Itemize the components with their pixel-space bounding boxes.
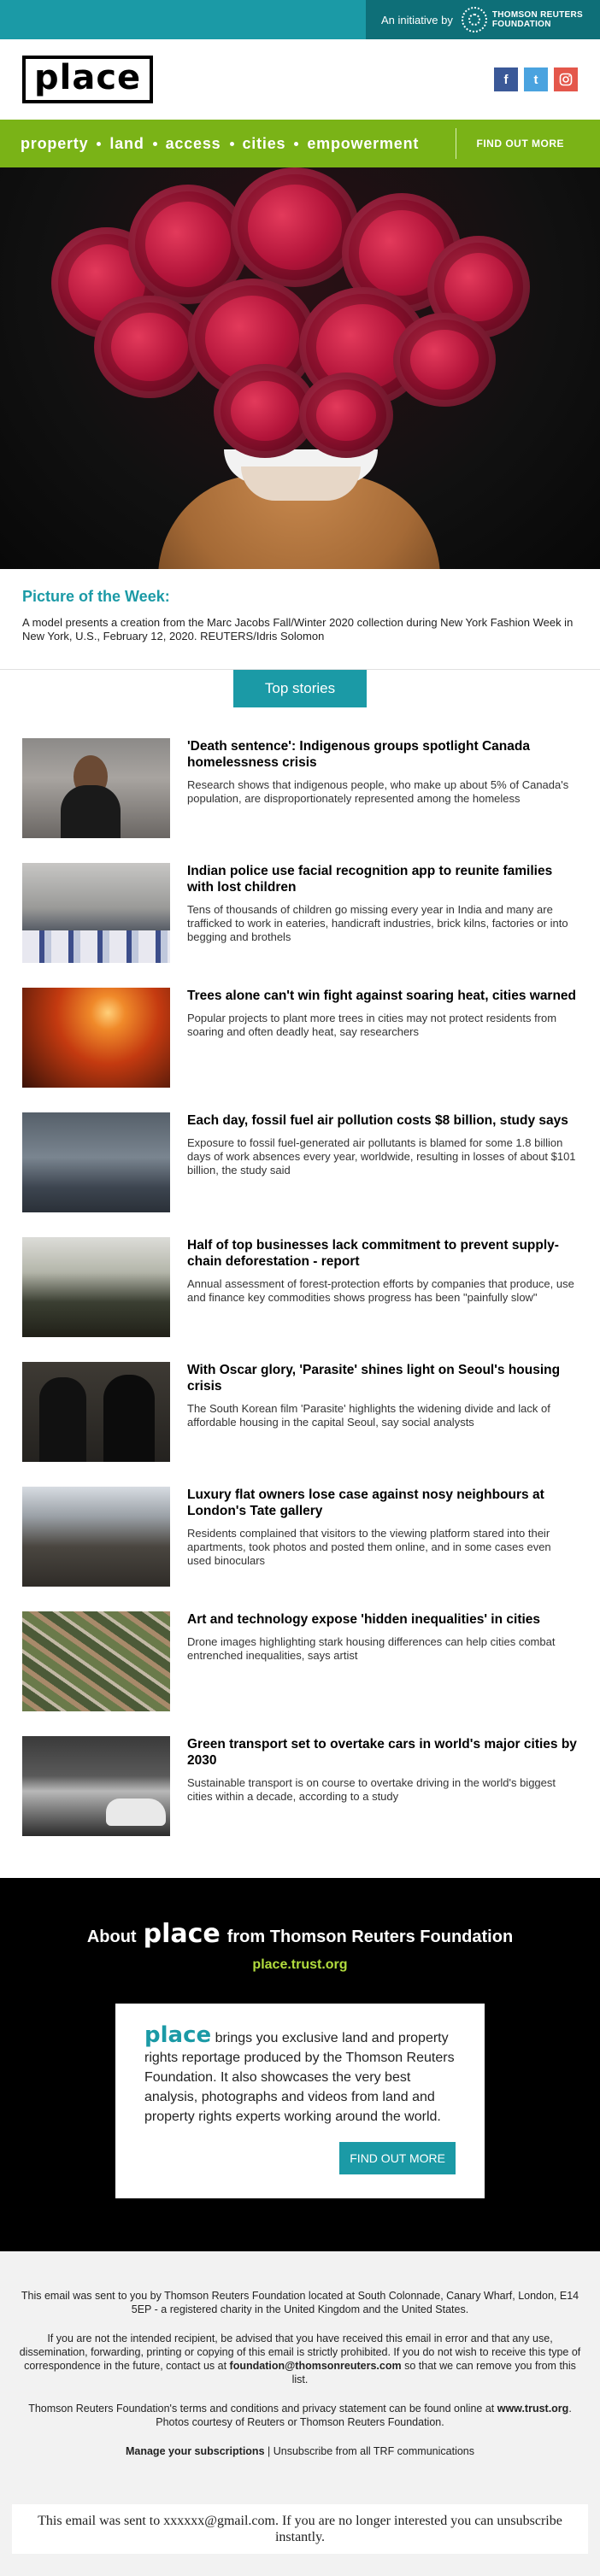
story-summary: The South Korean film 'Parasite' highlights the widening divide and lack of affordable housing in the capital Seoul, say social analysts (187, 1402, 578, 1429)
footer (0, 2251, 600, 2499)
story-thumbnail[interactable] (22, 988, 170, 1088)
story-summary: Tens of thousands of children go missing every year in India and many are trafficked to work in eateries, handicraft industries, brick kilns, factories or into begging and brothels (187, 903, 578, 944)
footer-subscription-links (17, 2444, 583, 2458)
place-logo[interactable]: place (22, 56, 153, 103)
initiative-badge[interactable] (366, 0, 600, 39)
footer-terms (17, 2402, 583, 2429)
story-title[interactable]: Luxury flat owners lose case against nosy neighbours at London's Tate gallery (187, 1487, 578, 1519)
story-thumbnail[interactable] (22, 1736, 170, 1836)
about-title-suffix: from Thomson Reuters Foundation (227, 1928, 513, 1947)
unsubscribe-notice[interactable]: This email was sent to xxxxxx@gmail.com. If you are no longer interested you can unsubscribe instantly. (12, 2504, 588, 2554)
about-title-brand: place (144, 1919, 221, 1949)
story-summary: Research shows that indigenous people, who make up about 5% of Canada's population, are disproportionately represented among the homeless (187, 778, 578, 806)
story-text (187, 988, 578, 1112)
story-title[interactable]: Half of top businesses lack commitment to prevent supply-chain deforestation - report (187, 1237, 578, 1270)
story-title[interactable]: Each day, fossil fuel air pollution costs $8 billion, study says (187, 1112, 578, 1129)
about-body-text: brings you exclusive land and property rights reportage produced by the Thomson Reuters Foundation. It also showcases the very best analysis, photographs and videos from land and property rights experts working around the world. (144, 2031, 455, 2124)
story-title[interactable]: Indian police use facial recognition app to reunite families with lost children (187, 863, 578, 895)
story-text (187, 1112, 578, 1237)
picture-of-week (0, 569, 600, 669)
story-text (187, 1487, 578, 1611)
initiative-label: An initiative by (381, 14, 453, 26)
about-url-link[interactable]: place.trust.org (0, 1957, 600, 1973)
top-stories-label: Top stories (233, 670, 367, 707)
topic-nav (0, 120, 600, 167)
top-bar (0, 0, 600, 39)
facebook-icon[interactable]: f (494, 67, 518, 91)
story-title[interactable]: Art and technology expose 'hidden inequalities' in cities (187, 1611, 578, 1628)
bullet-separator (153, 142, 157, 146)
about-button-row (144, 2142, 456, 2174)
story-item[interactable] (22, 1611, 578, 1736)
story-thumbnail[interactable] (22, 1112, 170, 1212)
twitter-icon[interactable]: t (524, 67, 548, 91)
header (0, 39, 600, 120)
potw-caption: A model presents a creation from the Marc Jacobs Fall/Winter 2020 collection during New York Fashion Week in New York, U.S., February 12, 2020. REUTERS/Idris Solomon (22, 616, 578, 643)
story-summary: Annual assessment of forest-protection efforts by companies that produce, use and finance key commodities shows progress has been "painfully slow" (187, 1277, 578, 1305)
story-summary: Sustainable transport is on course to overtake driving in the world's biggest cities within a decade, according to a study (187, 1776, 578, 1804)
story-text (187, 1362, 578, 1487)
bullet-separator (230, 142, 234, 146)
story-title[interactable]: With Oscar glory, 'Parasite' shines light on Seoul's housing crisis (187, 1362, 578, 1394)
unsubscribe-bar (0, 2499, 600, 2576)
unsubscribe-all-link[interactable]: Unsubscribe from all TRF communications (274, 2445, 474, 2457)
story-item[interactable] (22, 1112, 578, 1237)
manage-subscriptions-link[interactable]: Manage your subscriptions (126, 2445, 265, 2457)
story-item[interactable] (22, 1487, 578, 1611)
story-item[interactable] (22, 1736, 578, 1861)
top-stories-header (0, 670, 600, 707)
footer-terms-end: . (568, 2403, 571, 2415)
hero-rose (393, 313, 496, 407)
find-out-more-button[interactable]: FIND OUT MORE (339, 2142, 456, 2174)
footer-trust-link[interactable]: www.trust.org (497, 2403, 569, 2415)
story-thumbnail[interactable] (22, 863, 170, 963)
about-title (0, 1919, 600, 1949)
about-body (144, 2026, 456, 2127)
story-item[interactable] (22, 1237, 578, 1362)
trf-logo-icon (462, 7, 487, 32)
topic-empowerment[interactable]: empowerment (307, 135, 419, 153)
instagram-glyph (559, 73, 573, 86)
story-summary: Drone images highlighting stark housing differences can help cities combat entrenched inequalities, says artist (187, 1635, 578, 1663)
story-item[interactable] (22, 988, 578, 1112)
hero-rose (231, 167, 359, 287)
story-thumbnail[interactable] (22, 1487, 170, 1587)
story-text (187, 1611, 578, 1736)
bullet-separator (294, 142, 298, 146)
find-out-more-nav-button[interactable]: FIND OUT MORE (456, 128, 600, 159)
topic-keywords (21, 135, 419, 153)
topic-land[interactable]: land (109, 135, 144, 153)
hero-rose (299, 373, 393, 458)
about-section (0, 1878, 600, 2251)
footer-disclaimer (17, 2332, 583, 2386)
footer-link-divider: | (268, 2445, 270, 2457)
bullet-separator (97, 142, 101, 146)
trf-logo (462, 7, 583, 32)
story-summary: Popular projects to plant more trees in cities may not protect residents from soaring and often deadly heat, say researchers (187, 1012, 578, 1039)
story-title[interactable]: Green transport set to overtake cars in world's major cities by 2030 (187, 1736, 578, 1769)
hero-image[interactable] (0, 167, 600, 569)
story-text (187, 1237, 578, 1362)
story-title[interactable]: Trees alone can't win fight against soaring heat, cities warned (187, 988, 578, 1004)
story-summary: Exposure to fossil fuel-generated air pollutants is blamed for some 1.8 billion days of work absences every year, worldwide, resulting in losses of about $101 billion, the study said (187, 1136, 578, 1177)
footer-disclaimer-end: so that we can remove you from this list. (292, 2360, 576, 2385)
about-brand-word: place (144, 2022, 211, 2048)
hero-neck-shape (241, 466, 361, 501)
story-item[interactable] (22, 738, 578, 863)
instagram-icon[interactable] (554, 67, 578, 91)
story-thumbnail[interactable] (22, 1237, 170, 1337)
story-title[interactable]: 'Death sentence': Indigenous groups spotlight Canada homelessness crisis (187, 738, 578, 771)
about-title-prefix: About (87, 1928, 137, 1947)
story-item[interactable] (22, 1362, 578, 1487)
story-summary: Residents complained that visitors to the viewing platform stared into their apartments, took photos and posted them online, and in some cases even used binoculars (187, 1527, 578, 1568)
story-text (187, 863, 578, 988)
story-thumbnail[interactable] (22, 738, 170, 838)
story-thumbnail[interactable] (22, 1362, 170, 1462)
about-box (115, 2004, 485, 2198)
story-text (187, 1736, 578, 1861)
trf-logo-text (492, 10, 583, 29)
topic-property[interactable]: property (21, 135, 88, 153)
footer-terms-text: Thomson Reuters Foundation's terms and conditions and privacy statement can be found online at (28, 2403, 494, 2415)
topic-access[interactable]: access (166, 135, 221, 153)
trf-org-line2: FOUNDATION (492, 20, 551, 29)
story-text (187, 738, 578, 863)
potw-heading: Picture of the Week: (22, 588, 578, 606)
footer-photo-credit: Photos courtesy of Reuters or Thomson Reuters Foundation. (156, 2416, 444, 2428)
story-item[interactable] (22, 863, 578, 988)
social-links (494, 67, 578, 91)
footer-contact-email[interactable]: foundation@thomsonreuters.com (230, 2360, 402, 2372)
trf-org-line1: THOMSON REUTERS (492, 10, 583, 20)
story-thumbnail[interactable] (22, 1611, 170, 1711)
footer-disclaimer-text: If you are not the intended recipient, be advised that you have received this email in error and that any use, dissemination, forwarding, printing or copying of this email is strictly prohibited. If you do not wish to receive this type of correspondence in the future, contact us at (20, 2332, 581, 2372)
topic-cities[interactable]: cities (243, 135, 286, 153)
story-list (0, 707, 600, 1878)
footer-sent-notice: This email was sent to you by Thomson Reuters Foundation located at South Colonnade, Canary Wharf, London, E14 5EP - a registered charity in the United Kingdom and the United States. (17, 2289, 583, 2316)
